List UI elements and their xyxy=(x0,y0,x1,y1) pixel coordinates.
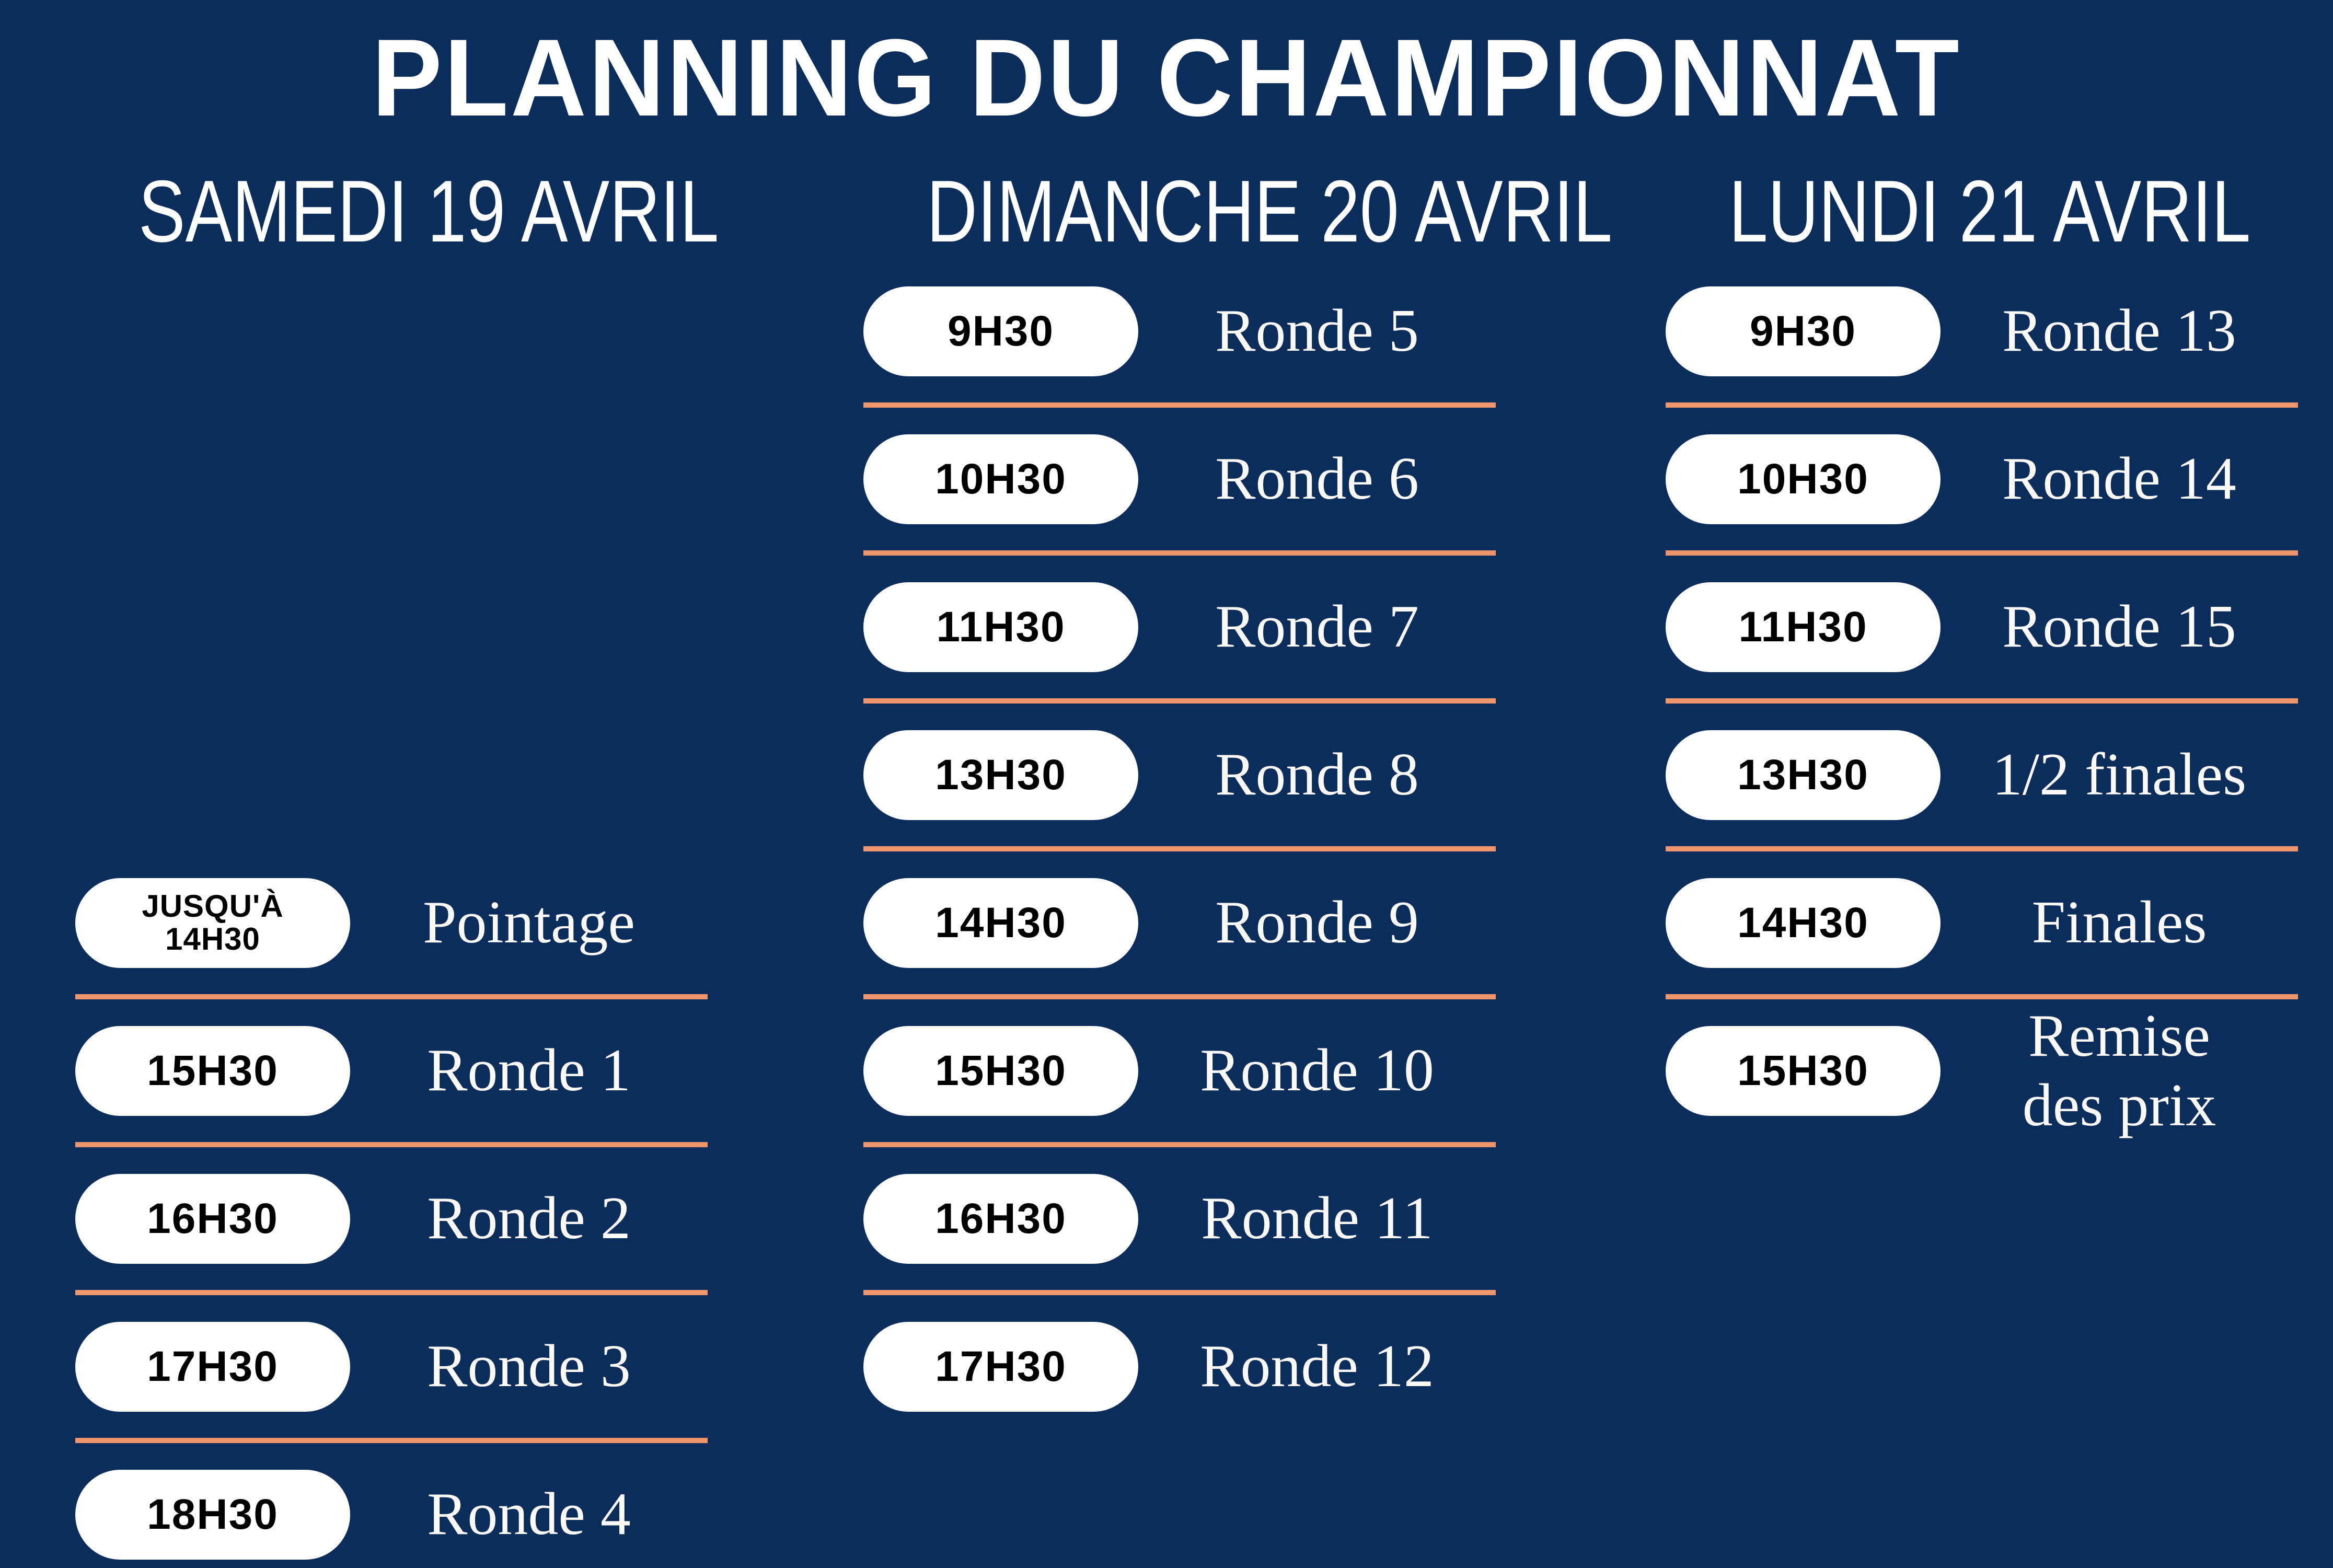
time-text: 17H30 xyxy=(935,1342,1067,1390)
time-pill xyxy=(75,1470,350,1560)
time-text: 18H30 xyxy=(147,1490,279,1538)
schedule-row xyxy=(1666,257,2298,405)
time-pill xyxy=(863,582,1138,672)
schedule-row xyxy=(75,1145,708,1293)
time-pill xyxy=(1666,1026,1941,1116)
schedule-row xyxy=(1666,701,2298,849)
time-pill xyxy=(863,730,1138,820)
time-text: 16H30 xyxy=(147,1194,279,1242)
event-label: Ronde 10 xyxy=(1200,1037,1434,1104)
event-label: Ronde 1 xyxy=(427,1037,631,1104)
time-text: 15H30 xyxy=(147,1046,279,1094)
event-label: Ronde 3 xyxy=(427,1333,631,1400)
time-text: 15H30 xyxy=(1737,1046,1869,1094)
time-pill xyxy=(863,1026,1138,1116)
event-label: Ronde 7 xyxy=(1215,593,1419,661)
time-pill xyxy=(1666,582,1941,672)
event-label: Ronde 12 xyxy=(1200,1333,1434,1400)
poster-title: PLANNING DU CHAMPIONNAT xyxy=(372,16,1961,139)
time-text: 15H30 xyxy=(935,1046,1067,1094)
time-pill xyxy=(75,878,350,968)
column-header-dimanche: DIMANCHE 20 AVRIL xyxy=(927,162,1613,260)
schedule-row xyxy=(75,1293,708,1440)
event-label: Ronde 14 xyxy=(2002,445,2236,513)
event-label: Ronde 15 xyxy=(2002,593,2236,661)
time-text: 13H30 xyxy=(1737,751,1869,799)
event-label: Pointage xyxy=(423,889,635,956)
time-text: 14H30 xyxy=(935,898,1067,947)
schedule-row xyxy=(75,1440,708,1568)
schedule-row xyxy=(1666,405,2298,553)
time-text: 16H30 xyxy=(935,1194,1067,1242)
time-text: 17H30 xyxy=(147,1342,279,1390)
time-pill xyxy=(863,1174,1138,1264)
schedule-row xyxy=(75,849,708,997)
time-text: 10H30 xyxy=(935,455,1067,503)
schedule-row xyxy=(863,997,1496,1145)
time-text: 10H30 xyxy=(1737,455,1869,503)
time-text: 14H30 xyxy=(1737,898,1869,947)
time-pill xyxy=(1666,434,1941,524)
column-samedi xyxy=(75,849,708,1568)
time-pill xyxy=(1666,878,1941,968)
event-label: Finales xyxy=(2031,889,2207,956)
column-lundi xyxy=(1666,257,2298,1145)
schedule-row xyxy=(863,849,1496,997)
schedule-row xyxy=(1666,553,2298,701)
column-header-samedi: SAMEDI 19 AVRIL xyxy=(138,162,719,260)
time-text: 11H30 xyxy=(1738,603,1868,651)
schedule-row xyxy=(863,1145,1496,1293)
event-label: Remise des prix xyxy=(2022,1002,2216,1139)
time-pill xyxy=(1666,730,1941,820)
time-pill xyxy=(75,1174,350,1264)
column-dimanche xyxy=(863,257,1496,1440)
time-pill xyxy=(75,1026,350,1116)
schedule-row xyxy=(863,257,1496,405)
time-pill xyxy=(863,286,1138,376)
time-text: 9H30 xyxy=(947,307,1055,355)
time-pill xyxy=(863,1322,1138,1412)
time-text: JUSQU'À 14H30 xyxy=(142,889,284,956)
event-label: Ronde 5 xyxy=(1215,297,1419,365)
event-label: Ronde 2 xyxy=(427,1185,631,1252)
schedule-row xyxy=(863,701,1496,849)
time-pill xyxy=(75,1322,350,1412)
schedule-row xyxy=(863,553,1496,701)
schedule-row xyxy=(1666,849,2298,997)
event-label: Ronde 8 xyxy=(1215,741,1419,809)
time-text: 13H30 xyxy=(935,751,1067,799)
time-pill xyxy=(1666,286,1941,376)
event-label: Ronde 6 xyxy=(1215,445,1419,513)
time-text: 9H30 xyxy=(1749,307,1857,355)
schedule-row xyxy=(863,1293,1496,1440)
schedule-row xyxy=(75,997,708,1145)
schedule-row xyxy=(863,405,1496,553)
event-label: 1/2 finales xyxy=(1992,741,2247,809)
event-label: Ronde 13 xyxy=(2002,297,2236,365)
column-header-lundi: LUNDI 21 AVRIL xyxy=(1729,162,2251,260)
event-label: Ronde 4 xyxy=(427,1481,631,1548)
event-label: Ronde 11 xyxy=(1201,1185,1433,1252)
time-pill xyxy=(863,878,1138,968)
time-pill xyxy=(863,434,1138,524)
time-text: 11H30 xyxy=(936,603,1066,651)
event-label: Ronde 9 xyxy=(1215,889,1419,956)
schedule-row xyxy=(1666,997,2298,1145)
